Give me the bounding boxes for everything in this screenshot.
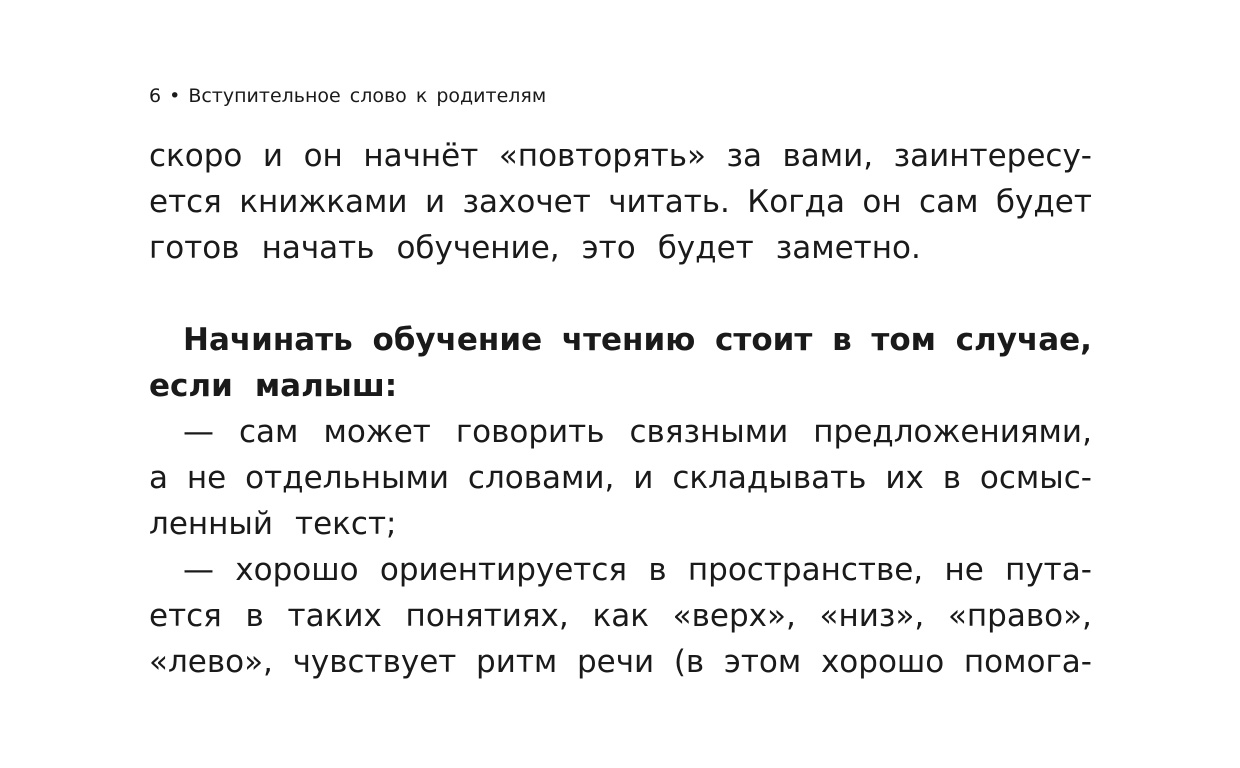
word: пространстве, [687,552,924,588]
word: и [262,138,284,174]
text-line [149,409,1092,455]
word: обучение [372,322,543,358]
word: словами, [467,460,615,496]
word: Начинать [183,322,353,358]
text-line [149,593,1092,639]
word: захочет [462,184,591,220]
word: «верх», [672,598,796,634]
word: начать [261,230,375,266]
word: помога- [963,644,1092,680]
word: осмыс- [979,460,1092,496]
word: чтению [561,322,696,358]
word: складывать [672,460,867,496]
word: ется [149,598,222,634]
word: вами, [782,138,874,174]
word: в [648,552,667,588]
word: предложениями, [813,414,1092,450]
text-line [149,455,1092,501]
word: будет [657,230,754,266]
word: как [592,598,649,634]
word: не [944,552,984,588]
paragraph-gap [149,271,1092,317]
word: будет [995,184,1092,220]
word: (в [673,644,705,680]
word: книжками [239,184,408,220]
word: в [942,460,961,496]
word: «право», [947,598,1092,634]
word: том [871,322,936,358]
paragraph-intro [149,133,1092,271]
word: ленный [149,506,274,542]
word: в [245,598,264,634]
word: — [183,414,214,450]
word: случае, [955,322,1092,358]
word: и [424,184,446,220]
word: ориентируется [379,552,628,588]
word: не [186,460,227,496]
word: связными [629,414,789,450]
header-separator: • [169,85,181,107]
word: «низ», [819,598,925,634]
word: начнёт [363,138,479,174]
word: скоро [149,138,243,174]
word: он [303,138,343,174]
word: сам [239,414,299,450]
word: заинтересу- [893,138,1092,174]
word: а [149,460,168,496]
word: сам [919,184,979,220]
word: если [149,368,233,404]
page-number: 6 [149,85,162,107]
text-line [149,133,1092,179]
text-line [149,547,1092,593]
body-text [149,133,1092,685]
paragraph-heading [149,317,1092,409]
word: может [323,414,431,450]
word: таких [287,598,382,634]
word: ритм [476,644,558,680]
text-line [149,225,1092,271]
word: и [633,460,654,496]
word: — [183,552,214,588]
running-head-title: Вступительное слово к родителям [188,85,547,107]
word: в [832,322,852,358]
book-page [149,84,1092,685]
word: заметно. [775,230,921,266]
word: Когда [747,184,845,220]
word: обучение, [396,230,560,266]
word: «повторять» [498,138,706,174]
word: говорить [455,414,605,450]
word: речи [576,644,655,680]
text-line [149,501,1092,547]
word: это [581,230,636,266]
word: «лево», [149,644,273,680]
word: понятиях, [405,598,569,634]
word: он [862,184,902,220]
word: чувствует [292,644,457,680]
list-item [149,409,1092,547]
text-line [149,179,1092,225]
word: малыш: [254,368,398,404]
word: текст; [295,506,397,542]
word: хорошо [820,644,945,680]
word: отдельными [245,460,450,496]
word: хорошо [235,552,359,588]
text-line [149,639,1092,685]
word: стоит [715,322,813,358]
list-item [149,547,1092,685]
text-line [149,317,1092,363]
word: готов [149,230,240,266]
text-line [149,363,1092,409]
word: их [885,460,924,496]
running-head [149,84,1092,108]
word: этом [723,644,802,680]
word: ется [149,184,222,220]
word: читать. [608,184,730,220]
word: за [726,138,762,174]
word: пута- [1005,552,1092,588]
